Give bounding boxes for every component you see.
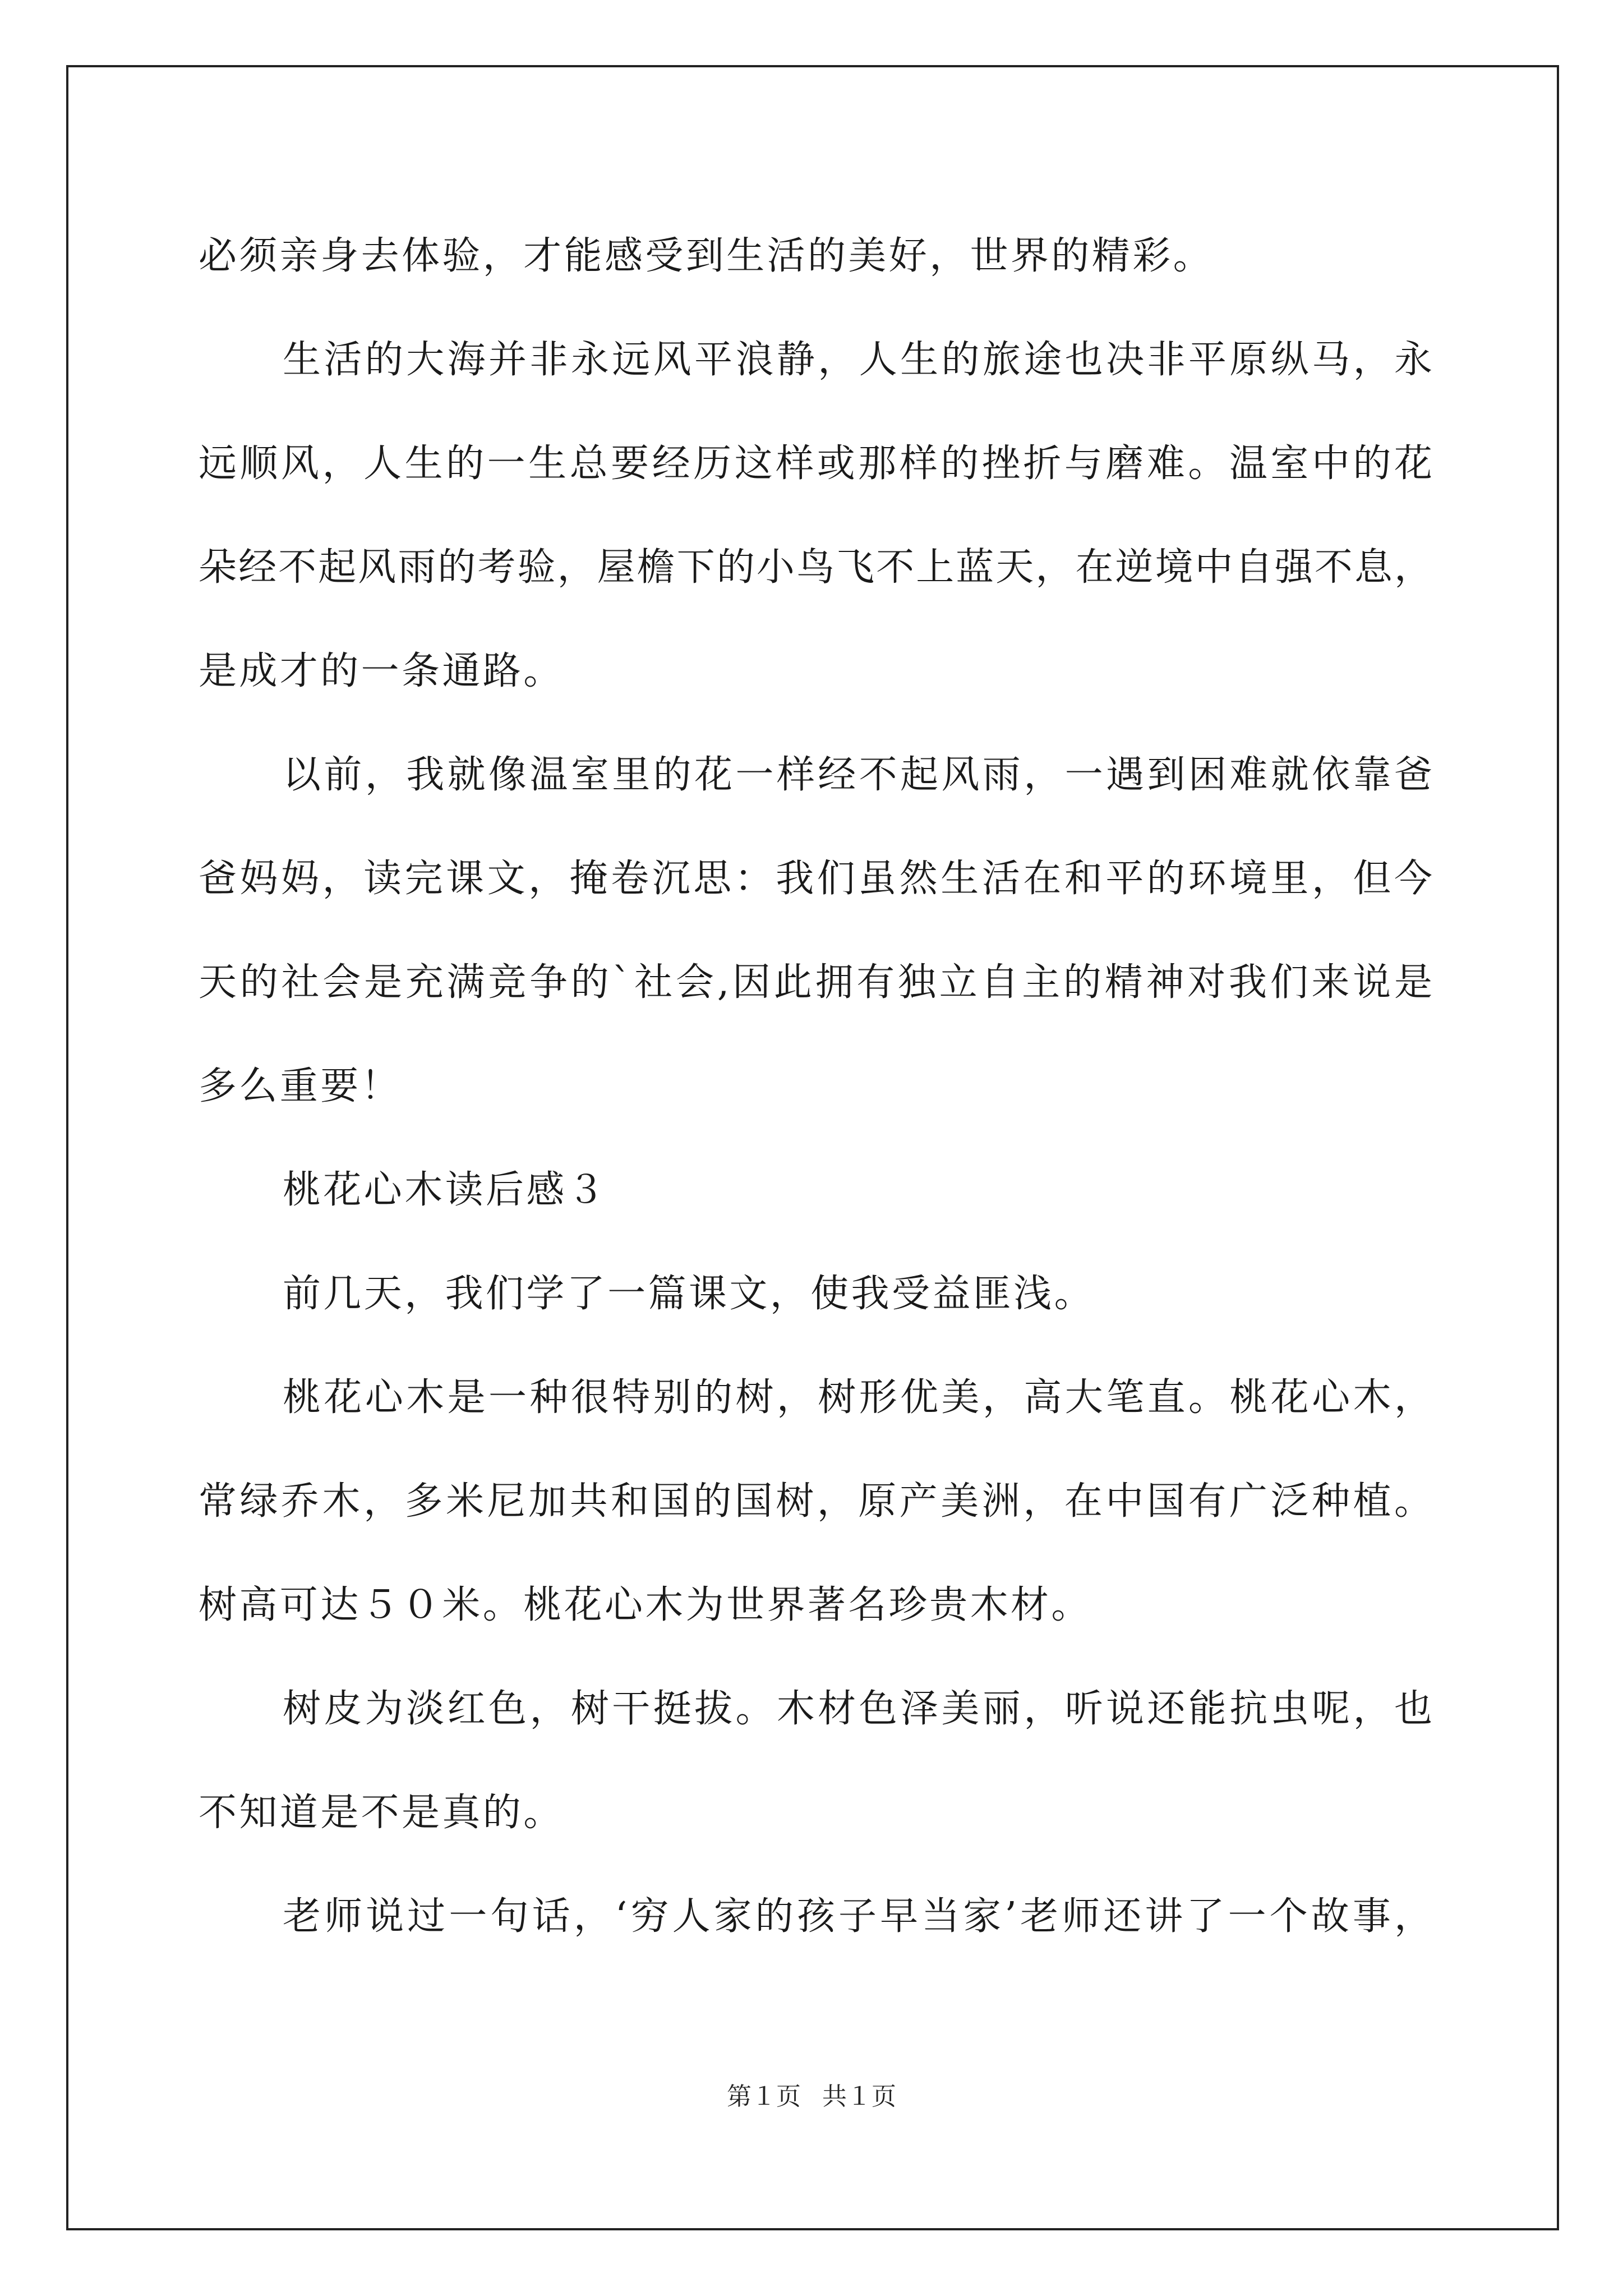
text-line: 多么重要！ bbox=[199, 1064, 402, 1108]
paragraph-start-line: 以前，我就像温室里的花一样经不起风雨，一遇到困难就依靠爸 bbox=[283, 753, 1432, 797]
text-line: 必须亲身去体验，才能感受到生活的美好，世界的精彩。 bbox=[199, 234, 1214, 278]
paragraph-start-line: 前几天，我们学了一篇课文，使我受益匪浅。 bbox=[283, 1272, 1095, 1316]
paragraph-start-line: 生活的大海并非永远风平浪静，人生的旅途也决非平原纵马，永 bbox=[283, 338, 1432, 382]
text-line: 天的社会是充满竞争的`社会,因此拥有独立自主的精神对我们来说是 bbox=[199, 960, 1432, 1005]
section-heading: 桃花心木读后感３ bbox=[283, 1168, 608, 1212]
paragraph-start-line: 老师说过一句话，‘穷人家的孩子早当家’老师还讲了一个故事， bbox=[283, 1894, 1432, 1939]
paragraph-start-line: 桃花心木是一种很特别的树，树形优美，高大笔直。桃花心木， bbox=[283, 1375, 1432, 1420]
text-line: 树高可达５０米。桃花心木为世界著名珍贵木材。 bbox=[199, 1583, 1092, 1627]
text-line: 爸妈妈，读完课文，掩卷沉思：我们虽然生活在和平的环境里，但今 bbox=[199, 857, 1432, 901]
text-line: 朵经不起风雨的考验，屋檐下的小鸟飞不上蓝天，在逆境中自强不息， bbox=[199, 545, 1432, 590]
page-number-total: 共１页 bbox=[822, 2082, 896, 2111]
text-line: 远顺风，人生的一生总要经历这样或那样的挫折与磨难。温室中的花 bbox=[199, 441, 1432, 486]
page-number-current: 第１页 bbox=[727, 2082, 801, 2111]
paragraph-start-line: 树皮为淡红色，树干挺拔。木材色泽美丽，听说还能抗虫呢，也 bbox=[283, 1687, 1432, 1731]
text-line: 是成才的一条通路。 bbox=[199, 649, 564, 693]
text-line: 常绿乔木，多米尼加共和国的国树，原产美洲，在中国有广泛种植。 bbox=[199, 1479, 1432, 1524]
page-footer bbox=[0, 2080, 1623, 2114]
text-line: 不知道是不是真的。 bbox=[199, 1791, 564, 1835]
